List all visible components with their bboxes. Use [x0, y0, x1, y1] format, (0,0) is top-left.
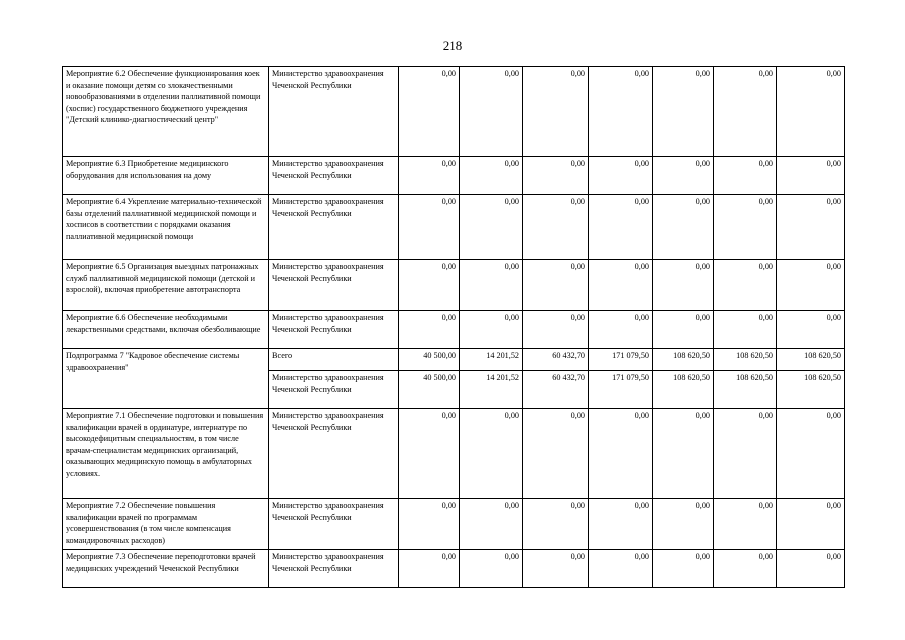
amount-cell: 0,00 [460, 195, 523, 260]
activity-name-cell: Мероприятие 6.4 Укрепление материально-технической базы отделений паллиативной медицинской помощи и хосписов в соответствии с порядками оказания паллиативной медицинской помощи [63, 195, 269, 260]
amount-cell: 0,00 [399, 499, 460, 550]
amount-cell: 0,00 [399, 311, 460, 349]
activity-name-cell: Мероприятие 6.6 Обеспечение необходимыми лекарственными средствами, включая обезболивающие [63, 311, 269, 349]
amount-cell: 0,00 [777, 311, 845, 349]
amount-cell: 0,00 [653, 311, 714, 349]
amount-cell: 0,00 [399, 260, 460, 311]
table-row [63, 157, 845, 195]
amount-cell: 0,00 [460, 499, 523, 550]
amount-cell: 0,00 [460, 311, 523, 349]
amount-cell: 0,00 [777, 67, 845, 157]
table-row [63, 409, 845, 499]
amount-cell: 0,00 [460, 260, 523, 311]
table-row [63, 499, 845, 550]
amount-cell: 108 620,50 [777, 349, 845, 371]
amount-cell: 0,00 [714, 195, 777, 260]
amount-cell: 0,00 [523, 311, 589, 349]
budget-table [62, 66, 845, 588]
amount-cell: 0,00 [653, 550, 714, 588]
amount-cell: 0,00 [399, 67, 460, 157]
table-row [63, 67, 845, 157]
page-number: 218 [442, 38, 463, 53]
amount-cell: 0,00 [460, 550, 523, 588]
amount-cell: 0,00 [589, 311, 653, 349]
executor-cell: Министерство здравоохранения Чеченской Республики [269, 157, 399, 195]
amount-cell: 0,00 [777, 499, 845, 550]
amount-cell: 0,00 [653, 157, 714, 195]
amount-cell: 0,00 [589, 499, 653, 550]
table-row [63, 195, 845, 260]
executor-cell: Министерство здравоохранения Чеченской Республики [269, 67, 399, 157]
amount-cell: 0,00 [777, 157, 845, 195]
executor-cell: Всего [269, 349, 399, 371]
amount-cell: 108 620,50 [653, 371, 714, 409]
activity-name-cell: Мероприятие 6.2 Обеспечение функционирования коек и оказание помощи детям со злокачественными новообразованиями в отделении паллиативной помощи (хоспис) государственного бюджетного учреждения "Детский клинико-диагностический центр" [63, 67, 269, 157]
amount-cell: 0,00 [399, 157, 460, 195]
activity-name-cell: Мероприятие 7.2 Обеспечение повышения квалификации врачей по программам усовершенствования (в том числе компенсация командировочных расходов) [63, 499, 269, 550]
amount-cell: 40 500,00 [399, 349, 460, 371]
amount-cell: 0,00 [589, 409, 653, 499]
amount-cell: 0,00 [460, 67, 523, 157]
amount-cell: 0,00 [653, 67, 714, 157]
amount-cell: 0,00 [460, 157, 523, 195]
amount-cell: 108 620,50 [777, 371, 845, 409]
amount-cell: 0,00 [714, 499, 777, 550]
amount-cell: 0,00 [399, 195, 460, 260]
executor-cell: Министерство здравоохранения Чеченской Республики [269, 371, 399, 409]
amount-cell: 40 500,00 [399, 371, 460, 409]
amount-cell: 0,00 [714, 67, 777, 157]
table-row [63, 260, 845, 311]
executor-cell: Министерство здравоохранения Чеченской Республики [269, 409, 399, 499]
amount-cell: 14 201,52 [460, 349, 523, 371]
amount-cell: 108 620,50 [714, 371, 777, 409]
amount-cell: 0,00 [589, 195, 653, 260]
amount-cell: 0,00 [653, 260, 714, 311]
amount-cell: 0,00 [714, 409, 777, 499]
amount-cell: 171 079,50 [589, 349, 653, 371]
amount-cell: 0,00 [714, 157, 777, 195]
amount-cell: 0,00 [714, 311, 777, 349]
amount-cell: 0,00 [523, 157, 589, 195]
executor-cell: Министерство здравоохранения Чеченской Республики [269, 195, 399, 260]
amount-cell: 0,00 [523, 550, 589, 588]
activity-name-cell: Мероприятие 6.5 Организация выездных патронажных служб паллиативной медицинской помощи (детской и взрослой), включая приобретение автотранспорта [63, 260, 269, 311]
amount-cell: 0,00 [523, 499, 589, 550]
amount-cell: 0,00 [653, 499, 714, 550]
amount-cell: 0,00 [399, 550, 460, 588]
amount-cell: 0,00 [589, 260, 653, 311]
executor-cell: Министерство здравоохранения Чеченской Республики [269, 260, 399, 311]
executor-cell: Министерство здравоохранения Чеченской Республики [269, 311, 399, 349]
amount-cell: 0,00 [714, 260, 777, 311]
amount-cell: 60 432,70 [523, 349, 589, 371]
amount-cell: 0,00 [777, 260, 845, 311]
executor-cell: Министерство здравоохранения Чеченской Республики [269, 499, 399, 550]
amount-cell: 0,00 [523, 67, 589, 157]
table-row [63, 311, 845, 349]
amount-cell: 108 620,50 [653, 349, 714, 371]
amount-cell: 0,00 [399, 409, 460, 499]
amount-cell: 0,00 [653, 195, 714, 260]
executor-cell: Министерство здравоохранения Чеченской Республики [269, 550, 399, 588]
amount-cell: 0,00 [777, 195, 845, 260]
amount-cell: 0,00 [523, 409, 589, 499]
activity-name-cell: Мероприятие 7.3 Обеспечение переподготовки врачей медицинских учреждений Чеченской Республики [63, 550, 269, 588]
amount-cell: 60 432,70 [523, 371, 589, 409]
amount-cell: 0,00 [460, 409, 523, 499]
amount-cell: 0,00 [777, 409, 845, 499]
amount-cell: 0,00 [589, 550, 653, 588]
amount-cell: 0,00 [714, 550, 777, 588]
amount-cell: 0,00 [523, 195, 589, 260]
activity-name-cell: Мероприятие 7.1 Обеспечение подготовки и повышения квалификации врачей в ординатуре, интернатуре по высокодефицитным специальностям, в том числе врачам-специалистам медицинских организаций, оказывающих медицинскую помощь в амбулаторных условиях. [63, 409, 269, 499]
activity-name-cell: Мероприятие 6.3 Приобретение медицинского оборудования для использования на дому [63, 157, 269, 195]
table-row [63, 550, 845, 588]
amount-cell: 0,00 [523, 260, 589, 311]
activity-name-cell: Подпрограмма 7 "Кадровое обеспечение системы здравоохранения" [63, 349, 269, 409]
amount-cell: 14 201,52 [460, 371, 523, 409]
amount-cell: 0,00 [653, 409, 714, 499]
table-row [63, 349, 845, 371]
amount-cell: 171 079,50 [589, 371, 653, 409]
amount-cell: 0,00 [589, 67, 653, 157]
amount-cell: 108 620,50 [714, 349, 777, 371]
amount-cell: 0,00 [589, 157, 653, 195]
amount-cell: 0,00 [777, 550, 845, 588]
